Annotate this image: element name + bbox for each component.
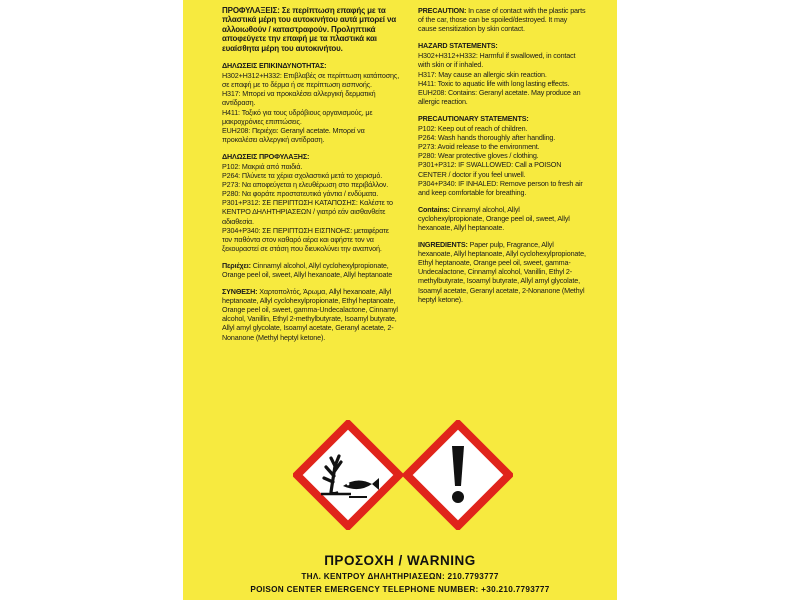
poison-center-english: POISON CENTER EMERGENCY TELEPHONE NUMBER: +30.210.7793777 <box>250 585 550 594</box>
precautionary-line: P304+P340: IF INHALED: Remove person to fresh air and keep comfortable for breathing. <box>418 178 583 197</box>
hazard-statements-heading: HAZARD STATEMENTS: <box>418 41 498 51</box>
warning-title: ΠΡΟΣΟΧΗ / WARNING <box>324 553 476 568</box>
hazard-line: EUH208: Contains: Geranyl acetate. May produce an allergic reaction. <box>418 87 581 106</box>
contains-text-greek: Cinnamyl alcohol, Allyl cyclohexylpropionate, Orange peel oil, sweet, Allyl hexanoate, Allyl heptanoate <box>222 260 393 279</box>
precautionary-line: P301+P312: ΣΕ ΠΕΡΙΠΤΩΣΗ ΚΑΤΑΠΟΣΗΣ: Καλέστε το ΚΕΝΤΡΟ ΔΗΛΗΤΗΡΙΑΣΕΩΝ / γιατρό εάν αισθανθείτε αδιαθεσία. <box>222 198 393 226</box>
greek-column <box>222 6 400 350</box>
contains-label-greek: Περιέχει: <box>222 260 251 270</box>
precautionary-line: P102: Keep out of reach of children. <box>418 124 528 134</box>
precaution-text: In case of contact with the plastic parts of the car, those can be spoiled/destroyed. It may cause sensitization by skin contact. <box>418 6 586 34</box>
precautionary-line: P273: Avoid release to the environment. <box>418 142 540 152</box>
contains-greek <box>222 261 400 279</box>
precautionary-statements-heading: PRECAUTIONARY STATEMENTS: <box>418 113 529 123</box>
poison-center-greek: ΤΗΛ. ΚΕΝΤΡΟΥ ΔΗΛΗΤΗΡΙΑΣΕΩΝ: 210.7793777 <box>301 572 499 581</box>
hazard-line: H317: Μπορεί να προκαλέσει αλλεργική δερματική αντίδραση. <box>222 89 376 108</box>
hazard-line: H302+H312+H332: Επιβλαβές σε περίπτωση κατάποσης, σε επαφή με το δέρμα ή σε περίπτωση εισπνοής. <box>222 71 400 90</box>
exclamation-hazard-icon <box>403 420 513 530</box>
precaution-english <box>418 6 586 33</box>
composition-greek <box>222 287 400 342</box>
contains-english <box>418 205 586 232</box>
precautionary-line: P280: Να φοράτε προστατευτικά γάντια / ενδύματα. <box>222 189 379 199</box>
precautionary-line: P264: Πλύνετε τα χέρια σχολαστικά μετά το χειρισμό. <box>222 171 383 181</box>
product-label <box>183 0 617 600</box>
contains-label: Contains: <box>418 204 450 214</box>
hazard-line: H317: May cause an allergic skin reaction. <box>418 69 547 79</box>
composition-label-greek: ΣΥΝΘΕΣΗ: <box>222 287 258 297</box>
precautionary-line: P273: Να αποφεύγεται η ελευθέρωση στο περιβάλλον. <box>222 180 389 190</box>
hazard-pictograms <box>293 420 513 530</box>
composition-text-greek: Χαρτοπολτός, Άρωμα, Allyl hexanoate, Allyl heptanoate, Allyl cyclohexylpropionate, Ethyl heptanoate, Orange peel oil, sweet, gamma-Undecalactone, Cinnamyl alcohol, Vanillin, Ethyl 2-methylbutyrate, Isoamyl butyrate, Allyl amyl glycolate, Isoamyl acetate, Geranyl acetate, 2-Nonanone (Methyl heptyl ketone). <box>222 287 398 342</box>
precautionary-line: P301+P312: IF SWALLOWED: Call a POISON CENTER / doctor if you feel unwell. <box>418 160 562 179</box>
ingredients-label: INGREDIENTS: <box>418 240 468 250</box>
precautionary-heading-greek: ΔΗΛΩΣΕΙΣ ΠΡΟΦΥΛΑΞΗΣ: <box>222 151 310 161</box>
precaution-greek: ΠΡΟΦΥΛΑΞΕΙΣ: Σε περίπτωση επαφής με τα πλαστικά μέρη του αυτοκινήτου αυτά μπορεί να αλλοιωθούν / καταστραφούν. Προληπτικά αποφεύγετε την επαφή με τα πλαστικά και ευαίσθητα μέρη του αυτοκινήτου. <box>222 6 397 53</box>
hazard-line: H411: Τοξικό για τους υδρόβιους οργανισμούς, με μακροχρόνιες επιπτώσεις. <box>222 107 373 126</box>
hazard-statements-heading-greek: ΔΗΛΩΣΕΙΣ ΕΠΙΚΙΝΔΥΝΟΤΗΤΑΣ: <box>222 61 327 71</box>
hazard-line: H302+H312+H332: Harmful if swallowed, in contact with skin or if inhaled. <box>418 51 576 70</box>
precautionary-line: P102: Μακριά από παιδιά. <box>222 161 303 171</box>
precaution-label: PRECAUTION: <box>418 6 467 15</box>
hazard-line: H411: Toxic to aquatic life with long lasting effects. <box>418 78 570 88</box>
ingredients-text: Paper pulp, Fragrance, Allyl hexanoate, Allyl heptanoate, Allyl cyclohexylpropionate, Ethyl heptanoate, Orange peel oil, sweet, gamma-Undecalactone, Cinnamyl alcohol, Vanillin, Ethyl 2-methylbutyrate, Isoamyl butyrate, Allyl amyl glycolate, Isoamyl acetate, Geranyl acetate, 2-Nonanone (Methyl heptyl ketone). <box>418 240 586 304</box>
english-column <box>418 6 586 312</box>
precautionary-line: P264: Wash hands thoroughly after handling. <box>418 133 556 143</box>
ingredients-english <box>418 240 586 304</box>
environment-hazard-icon <box>293 420 403 530</box>
hazard-line: EUH208: Περιέχει: Geranyl acetate. Μπορεί να προκαλέσει αλλεργική αντίδραση. <box>222 125 365 144</box>
contains-text: Cinnamyl alcohol, Allyl cyclohexylpropionate, Orange peel oil, sweet, Allyl hexanoate, Allyl heptanoate. <box>418 204 570 232</box>
precautionary-line: P280: Wear protective gloves / clothing. <box>418 151 539 161</box>
precautionary-line: P304+P340: ΣΕ ΠΕΡΙΠΤΩΣΗ ΕΙΣΠΝΟΗΣ: μεταφέρατε τον παθόντα στον καθαρό αέρα και αφήστε τον να ξεκουραστεί σε στάση που διευκολύνει την αναπνοή. <box>222 225 389 253</box>
